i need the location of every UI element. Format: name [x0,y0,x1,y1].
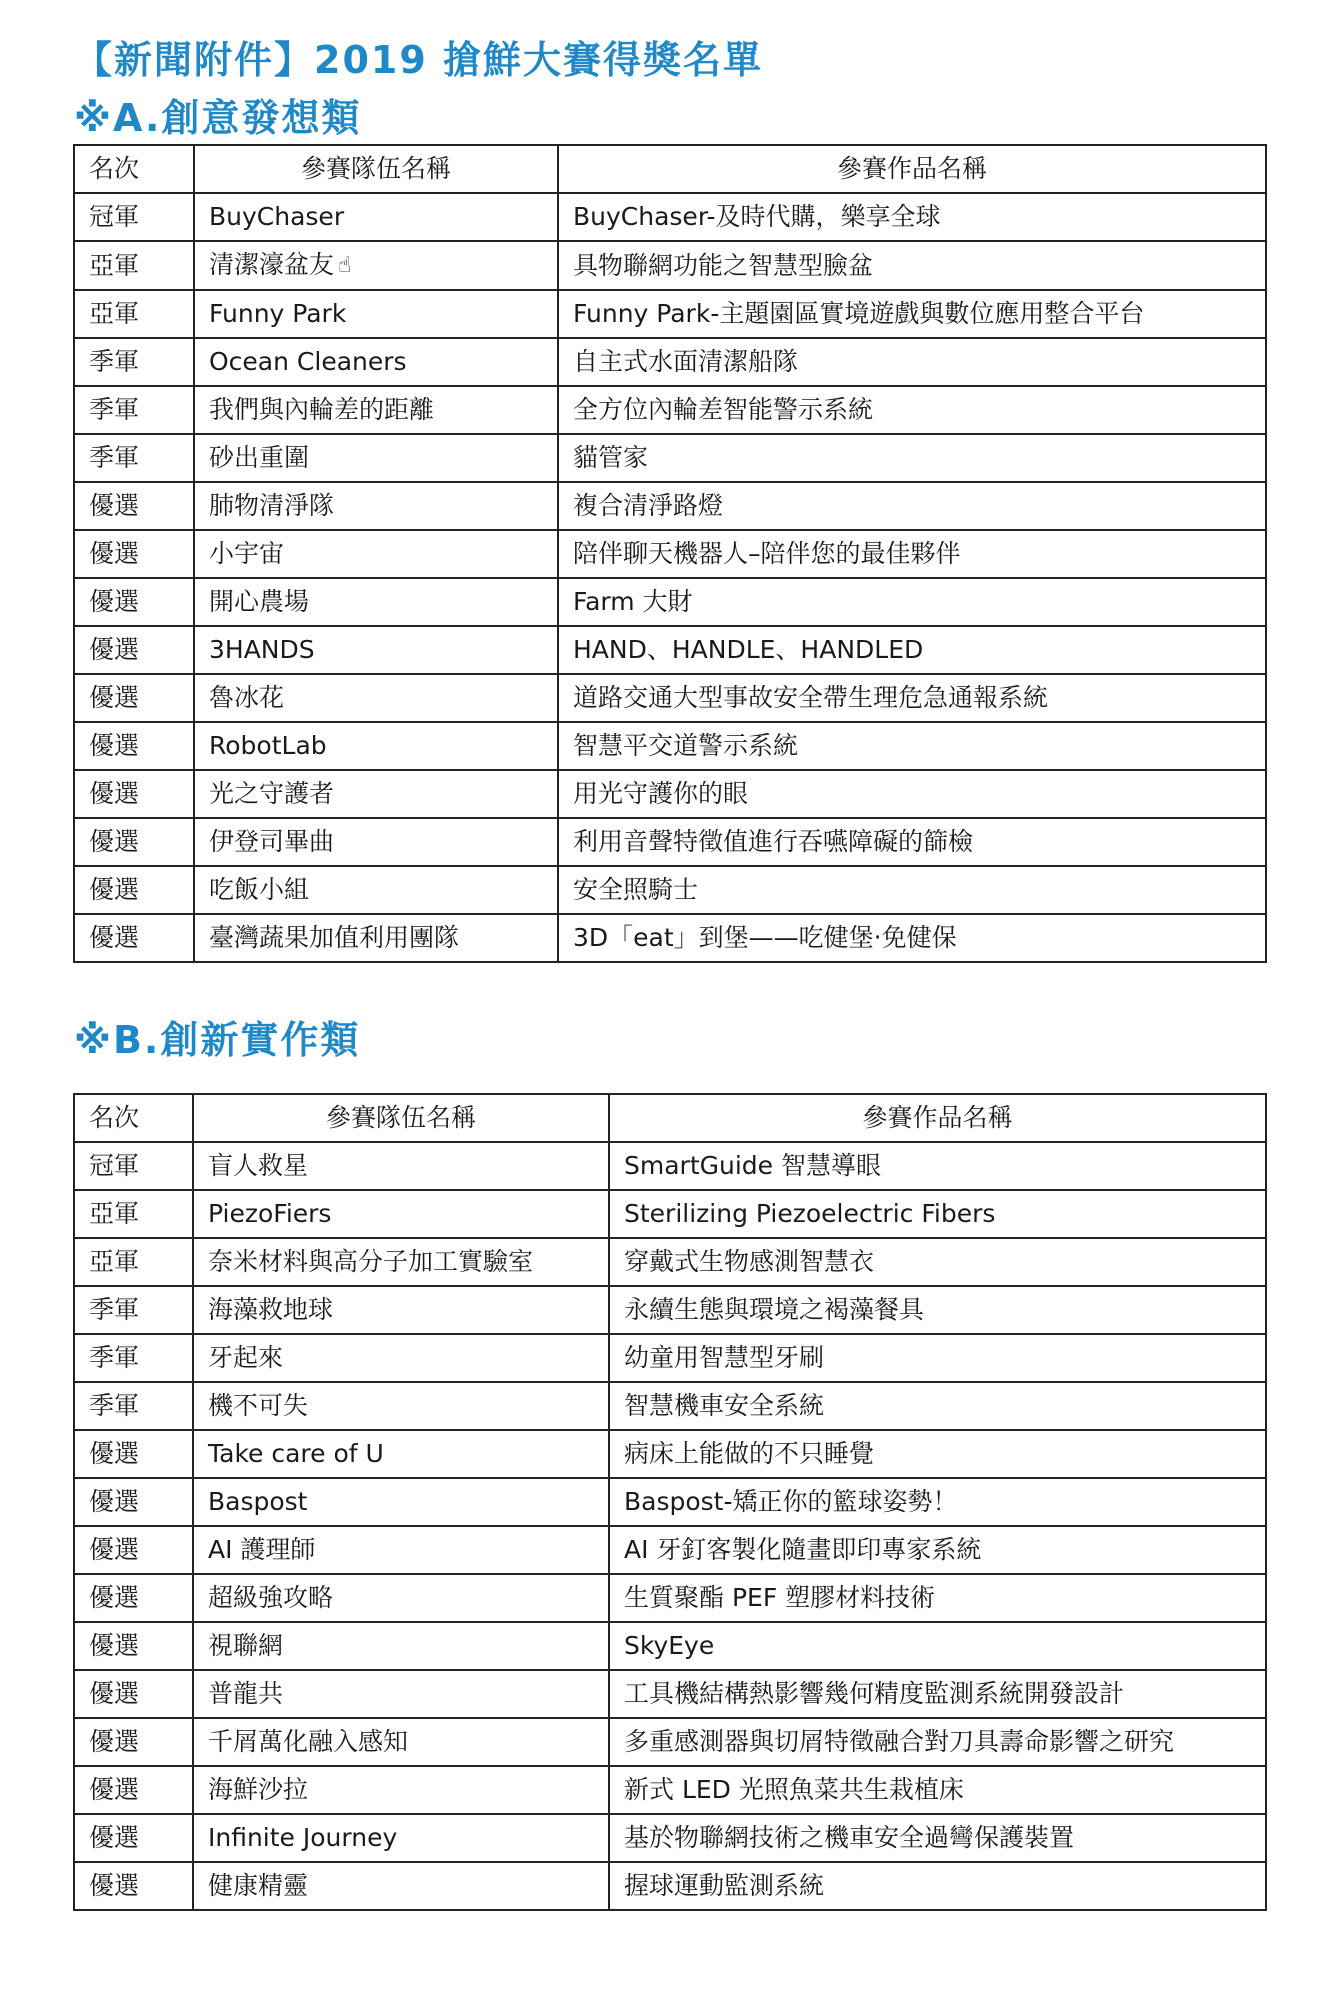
document-title: 【新聞附件】2019 搶鮮大賽得獎名單 [74,38,763,82]
work-text: 自主式水面清潔船隊 [573,347,799,376]
cell-rank [74,1622,193,1670]
rank-text: 優選 [89,779,140,808]
cell-team [194,241,558,290]
work-text: AI 牙釘客製化隨畫即印專家系統 [624,1535,982,1564]
rank-text: 優選 [89,1679,140,1708]
cell-work [609,1670,1266,1718]
work-text: Funny Park-主題園區實境遊戲與數位應用整合平台 [573,299,1145,328]
table-row [74,1766,1266,1814]
cell-rank [74,1190,193,1238]
team-text: 盲人救星 [208,1151,309,1180]
cell-work [558,818,1266,866]
work-text: 貓管家 [573,443,649,472]
team-text: 光之守護者 [209,779,335,808]
rank-text: 季軍 [89,347,140,376]
section-b-title: ※B.創新實作類 [74,1018,361,1062]
rank-text: 冠軍 [89,1151,140,1180]
cell-rank [74,241,194,290]
table-row [74,434,1266,482]
table-row [74,1862,1266,1910]
awards-table-b [73,1093,1267,1911]
team-text: 吃飯小組 [209,875,310,904]
cell-team [194,866,558,914]
table-row [74,1142,1266,1190]
table-row [74,674,1266,722]
team-text: RobotLab [209,731,327,760]
team-text: 我們與內輪差的距離 [209,395,435,424]
awards-table-a [73,144,1267,963]
table-row [74,530,1266,578]
table-row [74,482,1266,530]
cell-rank [74,818,194,866]
cell-work [609,1286,1266,1334]
cell-rank [74,1814,193,1862]
cell-work [609,1478,1266,1526]
team-text: 魯冰花 [209,683,285,712]
rank-text: 冠軍 [89,202,140,231]
rank-text: 優選 [89,1439,140,1468]
cell-work [558,482,1266,530]
team-text: 砂出重圍 [209,443,310,472]
table-row [74,1814,1266,1862]
table-row [74,1286,1266,1334]
table-row [74,1238,1266,1286]
table-row [74,1526,1266,1574]
cell-rank [74,193,194,241]
cell-work [558,290,1266,338]
work-text: 穿戴式生物感測智慧衣 [624,1247,875,1276]
table-row [74,770,1266,818]
rank-text: 優選 [89,1775,140,1804]
team-text: 超級強攻略 [208,1583,334,1612]
cell-team [193,1766,609,1814]
cell-team [193,1814,609,1862]
cell-team [194,914,558,962]
table-row [74,722,1266,770]
cell-rank [74,1766,193,1814]
cell-rank [74,1862,193,1910]
header-team: 參賽隊伍名稱 [194,145,558,193]
cell-rank [74,626,194,674]
table-row [74,1430,1266,1478]
rank-text: 優選 [89,587,140,616]
cell-team [194,530,558,578]
team-text: BuyChaser [209,202,345,231]
table-row [74,626,1266,674]
rank-text: 季軍 [89,1391,140,1420]
rank-text: 亞軍 [89,299,140,328]
rank-text: 優選 [89,1583,140,1612]
cell-rank [74,866,194,914]
rank-text: 優選 [89,923,140,952]
work-text: BuyChaser-及時代購，樂享全球 [573,202,941,231]
table-row [74,290,1266,338]
team-text: 千屑萬化融入感知 [208,1727,409,1756]
cell-rank [74,386,194,434]
cell-team [193,1718,609,1766]
work-text: 複合清淨路燈 [573,491,724,520]
table-row [74,1334,1266,1382]
cell-rank [74,1430,193,1478]
cell-team [194,482,558,530]
cell-rank [74,722,194,770]
cell-work [558,722,1266,770]
cell-rank [74,578,194,626]
cell-work [609,1814,1266,1862]
work-text: 工具機結構熱影響幾何精度監測系統開發設計 [624,1679,1125,1708]
rank-text: 優選 [89,1487,140,1516]
cell-team [193,1574,609,1622]
rank-text: 優選 [89,1727,140,1756]
team-text: 機不可失 [208,1391,309,1420]
table-header-row [74,1094,1266,1142]
rank-text: 優選 [89,1823,140,1852]
cell-work [609,1622,1266,1670]
cell-rank [74,1574,193,1622]
rank-text: 季軍 [89,1343,140,1372]
table-row [74,1382,1266,1430]
table-row [74,1478,1266,1526]
cell-rank [74,338,194,386]
cell-work [609,1334,1266,1382]
cell-rank [74,1670,193,1718]
cell-work [558,434,1266,482]
cell-work [558,770,1266,818]
team-text: 海藻救地球 [208,1295,334,1324]
header-work: 參賽作品名稱 [558,145,1266,193]
cell-team [193,1622,609,1670]
cell-work [609,1238,1266,1286]
cell-team [194,722,558,770]
cell-rank [74,770,194,818]
cell-team [194,290,558,338]
team-text: Infinite Journey [208,1823,398,1852]
cell-work [609,1382,1266,1430]
work-text: 陪伴聊天機器人–陪伴您的最佳夥伴 [573,539,961,568]
cell-team [194,674,558,722]
work-text: 生質聚酯 PEF 塑膠材料技術 [624,1583,936,1612]
work-text: 安全照騎士 [573,875,699,904]
cell-work [558,530,1266,578]
cell-work [558,866,1266,914]
rank-text: 亞軍 [89,1199,140,1228]
work-text: 多重感測器與切屑特徵融合對刀具壽命影響之研究 [624,1727,1175,1756]
rank-text: 優選 [89,683,140,712]
team-text: 視聯網 [208,1631,284,1660]
team-text: 健康精靈 [208,1871,309,1900]
cell-team [193,1382,609,1430]
work-text: 新式 LED 光照魚菜共生栽植床 [624,1775,964,1804]
work-text: 智慧平交道警示系統 [573,731,799,760]
rank-text: 季軍 [89,443,140,472]
cell-work [558,674,1266,722]
cell-team [194,626,558,674]
cell-team [193,1142,609,1190]
table-row [74,338,1266,386]
cell-work [558,338,1266,386]
cell-team [194,338,558,386]
cell-work [609,1190,1266,1238]
rank-text: 優選 [89,731,140,760]
cell-work [558,914,1266,962]
work-text: 智慧機車安全系統 [624,1391,825,1420]
work-text: HAND、HANDLE、HANDLED [573,635,924,664]
team-text: 肺物清淨隊 [209,491,335,520]
work-text: 病床上能做的不只睡覺 [624,1439,875,1468]
rank-text: 優選 [89,491,140,520]
work-text: 利用音聲特徵值進行吞嚥障礙的篩檢 [573,827,974,856]
cell-team [193,1286,609,1334]
table-row [74,866,1266,914]
cell-team [193,1238,609,1286]
work-text: SkyEye [624,1631,715,1660]
table-row [74,1574,1266,1622]
work-text: 全方位內輪差智能警示系統 [573,395,874,424]
rank-text: 優選 [89,875,140,904]
cell-work [609,1718,1266,1766]
cell-rank [74,1286,193,1334]
rank-text: 優選 [89,635,140,664]
rank-text: 優選 [89,1535,140,1564]
cell-rank [74,434,194,482]
team-text: Baspost [208,1487,308,1516]
header-rank: 名次 [74,145,194,193]
table-row [74,1718,1266,1766]
team-text: 普龍共 [208,1679,284,1708]
table-header-row [74,145,1266,193]
table-row [74,386,1266,434]
team-text: 小宇宙 [209,539,285,568]
rank-text: 優選 [89,1871,140,1900]
cell-team [193,1862,609,1910]
rank-text: 季軍 [89,1295,140,1324]
cell-rank [74,1238,193,1286]
section-a-title: ※A.創意發想類 [74,96,362,140]
work-text: 幼童用智慧型牙刷 [624,1343,825,1372]
work-text: 用光守護你的眼 [573,779,749,808]
cell-work [558,193,1266,241]
team-text: 臺灣蔬果加值利用團隊 [209,923,460,952]
work-text: Baspost-矯正你的籃球姿勢！ [624,1487,958,1516]
table-row [74,1622,1266,1670]
cell-team [193,1334,609,1382]
team-text: Ocean Cleaners [209,347,407,376]
table-row [74,1190,1266,1238]
rank-text: 亞軍 [89,1247,140,1276]
team-text: Funny Park [209,299,347,328]
table-row [74,818,1266,866]
table-row [74,578,1266,626]
cell-team [194,434,558,482]
cell-rank [74,482,194,530]
cell-team [194,386,558,434]
cell-team [193,1478,609,1526]
cell-work [558,241,1266,290]
table-row [74,193,1266,241]
work-text: SmartGuide 智慧導眼 [624,1151,881,1180]
team-text: 奈米材料與高分子加工實驗室 [208,1247,534,1276]
cell-rank [74,1382,193,1430]
work-text: 具物聯網功能之智慧型臉盆 [573,250,874,280]
cell-rank [74,1526,193,1574]
cell-team [194,193,558,241]
cell-work [558,626,1266,674]
cell-rank [74,290,194,338]
table-row [74,1670,1266,1718]
cell-rank [74,1334,193,1382]
work-text: 道路交通大型事故安全帶生理危急通報系統 [573,683,1049,712]
team-text: 開心農場 [209,587,310,616]
cell-work [609,1574,1266,1622]
rank-text: 優選 [89,539,140,568]
rank-text: 亞軍 [89,250,140,280]
cell-work [609,1766,1266,1814]
cell-rank [74,674,194,722]
rank-text: 季軍 [89,395,140,424]
cell-work [609,1430,1266,1478]
cell-team [194,818,558,866]
team-text: AI 護理師 [208,1535,316,1564]
cell-rank [74,530,194,578]
header-work: 參賽作品名稱 [609,1094,1266,1142]
cell-work [609,1526,1266,1574]
cell-rank [74,914,194,962]
team-text: 清潔濠盆友 [209,250,335,279]
work-text: 握球運動監測系統 [624,1871,825,1900]
cell-work [558,578,1266,626]
cell-team [193,1526,609,1574]
header-team: 參賽隊伍名稱 [193,1094,609,1142]
cell-team [193,1670,609,1718]
cell-rank [74,1478,193,1526]
cell-team [194,770,558,818]
cell-team [193,1190,609,1238]
work-text: 基於物聯網技術之機車安全過彎保護裝置 [624,1823,1075,1852]
table-row [74,241,1266,290]
cell-work [609,1862,1266,1910]
cell-rank [74,1718,193,1766]
team-text: 牙起來 [208,1343,284,1372]
cell-work [558,386,1266,434]
cell-team [194,578,558,626]
work-text: 永續生態與環境之褐藻餐具 [624,1295,925,1324]
team-text: 海鮮沙拉 [208,1775,309,1804]
work-text: Sterilizing Piezoelectric Fibers [624,1199,996,1228]
team-text: 伊登司畢曲 [209,827,335,856]
team-text: 3HANDS [209,635,315,664]
team-text: PiezoFiers [208,1199,332,1228]
cell-team [193,1430,609,1478]
table-row [74,914,1266,962]
cell-rank [74,1142,193,1190]
rank-text: 優選 [89,1631,140,1660]
cell-work [609,1142,1266,1190]
rank-text: 優選 [89,827,140,856]
work-text: Farm 大財 [573,587,693,616]
team-text: Take care of U [208,1439,384,1468]
header-rank: 名次 [74,1094,193,1142]
thumbs-up-icon: ☝ [338,253,352,278]
work-text: 3D「eat」到堡——吃健堡‧免健保 [573,923,957,952]
